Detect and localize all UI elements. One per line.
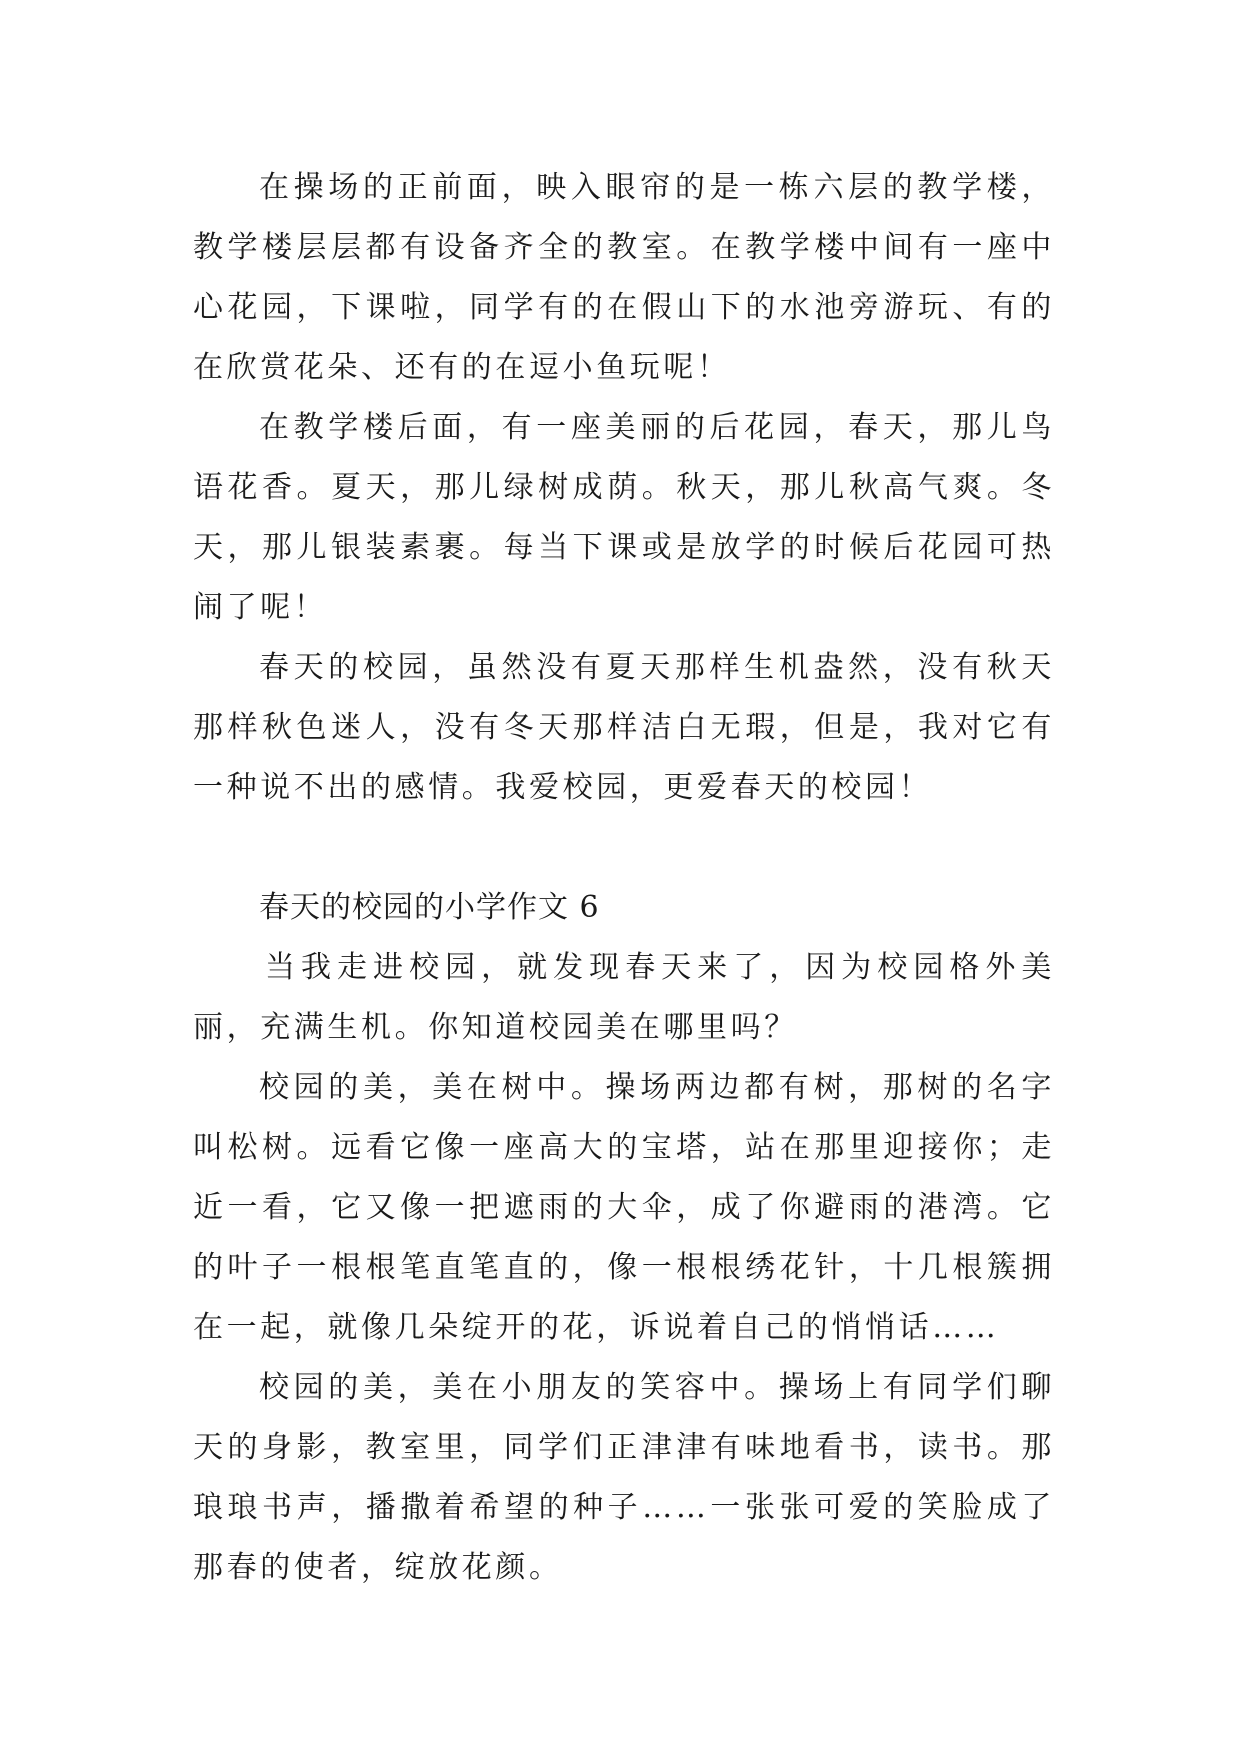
paragraph: 在教学楼后面，有一座美丽的后花园，春天，那儿鸟语花香。夏天，那儿绿树成荫。秋天，那儿秋高气爽。冬天，那儿银装素裹。每当下课或是放学的时候后花园可热闹了呢！ xyxy=(193,410,1055,625)
document-page xyxy=(193,158,1055,1598)
section-spacer xyxy=(193,818,1055,878)
paragraph: 校园的美，美在树中。操场两边都有树，那树的名字叫松树。远看它像一座高大的宝塔，站在那里迎接你；走近一看，它又像一把遮雨的大伞，成了你避雨的港湾。它的叶子一根根笔直笔直的，像一根根绣花针，十几根簇拥在一起，就像几朵绽开的花，诉说着自己的悄悄话…… xyxy=(193,1070,1055,1345)
section-title: 春天的校园的小学作文 6 xyxy=(259,890,600,925)
paragraph: 当我走进校园，就发现春天来了，因为校园格外美丽，充满生机。你知道校园美在哪里吗？ xyxy=(193,950,1055,1045)
paragraph: 春天的校园，虽然没有夏天那样生机盎然，没有秋天那样秋色迷人，没有冬天那样洁白无瑕，但是，我对它有一种说不出的感情。我爱校园，更爱春天的校园！ xyxy=(193,650,1055,805)
paragraph: 校园的美，美在小朋友的笑容中。操场上有同学们聊天的身影，教室里，同学们正津津有味地看书，读书。那琅琅书声，播撒着希望的种子……一张张可爱的笑脸成了那春的使者，绽放花颜。 xyxy=(193,1370,1055,1585)
paragraph: 在操场的正前面，映入眼帘的是一栋六层的教学楼，教学楼层层都有设备齐全的教室。在教学楼中间有一座中心花园，下课啦，同学有的在假山下的水池旁游玩、有的在欣赏花朵、还有的在逗小鱼玩呢！ xyxy=(193,170,1055,385)
